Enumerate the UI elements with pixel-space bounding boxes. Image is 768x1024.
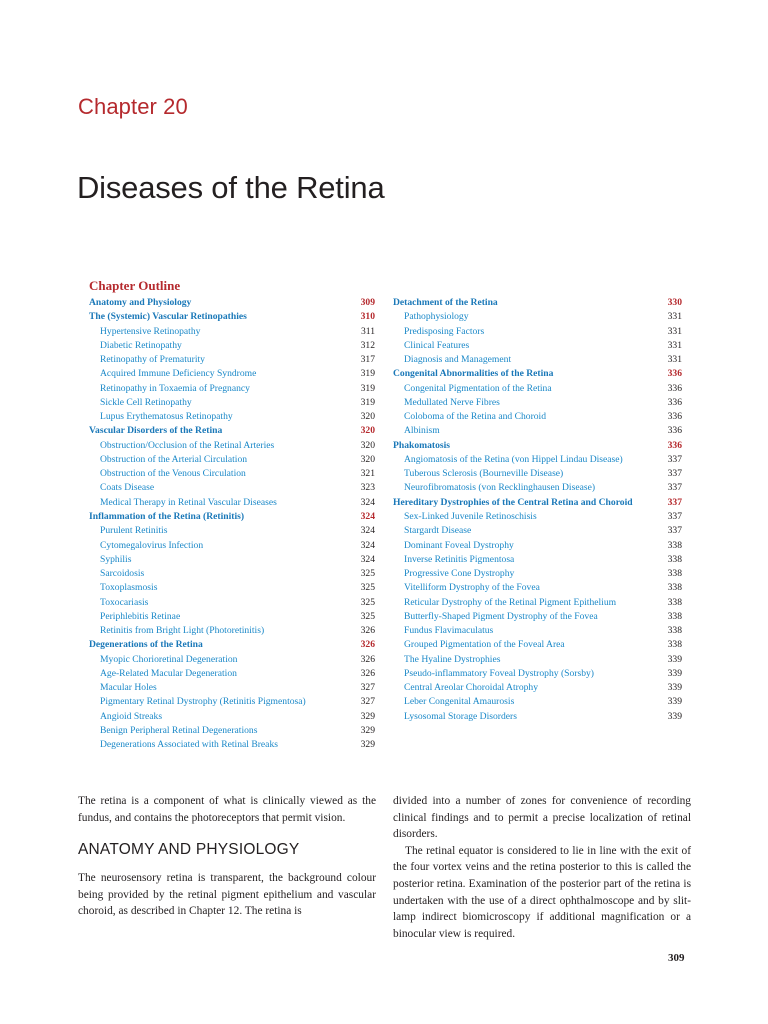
toc-entry-page: 329 <box>360 724 375 736</box>
chapter-title: Diseases of the Retina <box>77 170 385 205</box>
toc-entry[interactable] <box>393 410 682 424</box>
toc-entry-page: 339 <box>667 696 682 708</box>
toc-entry[interactable] <box>89 738 375 752</box>
toc-entry-page: 324 <box>360 553 375 565</box>
toc-entry[interactable] <box>393 681 682 695</box>
toc-entry[interactable] <box>393 339 682 353</box>
toc-entry-title[interactable]: Purulent Retinitis <box>100 525 168 537</box>
toc-entry-title[interactable]: Pseudo-inflammatory Foveal Dystrophy (Sorsby) <box>404 667 594 679</box>
toc-entry-title[interactable]: Hypertensive Retinopathy <box>100 325 201 337</box>
toc-entry[interactable] <box>393 710 682 724</box>
toc-entry-title[interactable]: Grouped Pigmentation of the Foveal Area <box>404 639 565 651</box>
toc-entry-title[interactable]: Leber Congenital Amaurosis <box>404 696 515 708</box>
toc-entry-title[interactable]: Angioid Streaks <box>100 710 163 722</box>
toc-entry[interactable] <box>89 724 375 738</box>
toc-entry-page: 327 <box>360 682 375 694</box>
toc-entry-page: 326 <box>360 667 375 679</box>
toc-entry[interactable] <box>89 567 375 581</box>
toc-entry-page: 326 <box>360 625 375 637</box>
toc-entry-title[interactable]: Coloboma of the Retina and Choroid <box>404 411 547 423</box>
toc-entry-page: 338 <box>667 553 682 565</box>
toc-entry-page: 329 <box>360 739 375 751</box>
toc-entry-page: 329 <box>360 710 375 722</box>
toc-entry-page: 338 <box>667 625 682 637</box>
toc-entry-page: 339 <box>667 710 682 722</box>
toc-entry-title[interactable]: Congenital Pigmentation of the Retina <box>404 382 552 394</box>
toc-entry-page: 336 <box>667 382 682 394</box>
toc-entry[interactable] <box>393 467 682 481</box>
toc-section-entry[interactable] <box>393 296 682 310</box>
toc-entry-title[interactable]: Obstruction of the Venous Circulation <box>100 468 246 480</box>
toc-entry-title[interactable]: Medical Therapy in Retinal Vascular Diseases <box>100 496 277 508</box>
intro-paragraph: The retina is a component of what is clinically viewed as the fundus, and contains the photoreceptors that permit vision. <box>78 795 376 824</box>
toc-entry-page: 327 <box>360 696 375 708</box>
toc-entry-title[interactable]: Pigmentary Retinal Dystrophy (Retinitis Pigmentosa) <box>100 696 306 708</box>
toc-entry[interactable] <box>393 353 682 367</box>
toc-entry-title[interactable]: Retinitis from Bright Light (Photoretinitis) <box>100 625 265 637</box>
toc-entry-title[interactable]: Anatomy and Physiology <box>89 297 192 308</box>
section-heading: ANATOMY AND PHYSIOLOGY <box>78 841 300 859</box>
toc-entry-title[interactable]: Myopic Chorioretinal Degeneration <box>100 653 238 665</box>
toc-entry-title[interactable]: Butterfly-Shaped Pigment Dystrophy of the Fovea <box>404 610 598 622</box>
toc-entry[interactable] <box>393 610 682 624</box>
toc-entry-title[interactable]: Lysosomal Storage Disorders <box>404 710 517 722</box>
toc-entry-page: 325 <box>360 568 375 580</box>
toc-entry[interactable] <box>393 695 682 709</box>
toc-entry-page: 337 <box>667 468 682 480</box>
toc-entry-page: 320 <box>360 439 375 451</box>
toc-entry-page: 324 <box>360 510 375 522</box>
toc-entry[interactable] <box>89 681 375 695</box>
toc-entry[interactable] <box>393 524 682 538</box>
toc-entry[interactable] <box>393 325 682 339</box>
toc-entry-page: 336 <box>667 425 682 437</box>
toc-entry-title[interactable]: Benign Peripheral Retinal Degenerations <box>100 724 258 736</box>
toc-entry-page: 331 <box>667 311 682 323</box>
toc-entry[interactable] <box>89 539 375 553</box>
toc-entry[interactable] <box>393 481 682 495</box>
toc-entry[interactable] <box>89 339 375 353</box>
toc-entry-page: 338 <box>667 539 682 551</box>
toc-entry[interactable] <box>393 553 682 567</box>
toc-entry-title[interactable]: Albinism <box>404 425 440 437</box>
toc-entry[interactable] <box>89 524 375 538</box>
toc-entry-title[interactable]: Fundus Flavimaculatus <box>404 625 494 637</box>
toc-section-entry[interactable] <box>89 510 375 524</box>
toc-entry-page: 331 <box>667 325 682 337</box>
toc-entry-page: 336 <box>667 411 682 423</box>
toc-entry-page: 339 <box>667 653 682 665</box>
page-number: 309 <box>668 952 685 964</box>
toc-entry[interactable] <box>89 481 375 495</box>
toc-entry-title[interactable]: Hereditary Dystrophies of the Central Retina and Choroid <box>393 496 633 508</box>
toc-entry-page: 310 <box>360 311 375 323</box>
toc-entry-title[interactable]: Predisposing Factors <box>404 325 485 337</box>
toc-entry-page: 336 <box>667 439 682 451</box>
toc-entry-page: 321 <box>360 468 375 480</box>
toc-section-entry[interactable] <box>89 310 375 324</box>
toc-entry-page: 319 <box>360 396 375 408</box>
toc-entry-title[interactable]: Retinopathy of Prematurity <box>100 354 205 366</box>
toc-entry-title[interactable]: Macular Holes <box>100 682 157 694</box>
toc-entry-title[interactable]: Inverse Retinitis Pigmentosa <box>404 553 515 565</box>
toc-entry-page: 339 <box>667 682 682 694</box>
toc-entry-page: 320 <box>360 411 375 423</box>
toc-entry-page: 324 <box>360 539 375 551</box>
toc-entry[interactable] <box>89 439 375 453</box>
toc-entry-page: 325 <box>360 596 375 608</box>
toc-section-entry[interactable] <box>89 638 375 652</box>
toc-section-entry[interactable] <box>89 296 375 310</box>
toc-entry-title[interactable]: Diagnosis and Management <box>404 354 512 366</box>
body-left-column <box>78 793 376 920</box>
toc-entry-page: 338 <box>667 582 682 594</box>
toc-entry-title[interactable]: Neurofibromatosis (von Recklinghausen Disease) <box>404 482 596 494</box>
toc-entry-title[interactable]: Vascular Disorders of the Retina <box>89 425 223 437</box>
toc-entry-title[interactable]: Pathophysiology <box>404 311 469 323</box>
toc-entry-title[interactable]: Diabetic Retinopathy <box>100 339 182 351</box>
body-paragraph: The retinal equator is considered to lie in line with the exit of the four vortex veins and the retina posterior to this is called the posterior retina. Examination of the posterior part of the retina is undertaken with the use of a direct ophthalmoscope and by slit-lamp indirect biomicroscopy if additional magnification or a binocular view is required. <box>393 844 691 940</box>
toc-entry-page: 337 <box>667 510 682 522</box>
toc-entry[interactable] <box>89 581 375 595</box>
toc-section-entry[interactable] <box>393 439 682 453</box>
toc-entry-page: 336 <box>667 368 682 380</box>
toc-entry[interactable] <box>393 624 682 638</box>
toc-entry-page: 309 <box>360 297 375 308</box>
toc-entry-title[interactable]: Tuberous Sclerosis (Bourneville Disease) <box>404 468 564 480</box>
body-paragraph: divided into a number of zones for convenience of recording clinical findings and to permit a precise localization of retinal disorders. <box>393 795 691 841</box>
toc-entry-page: 331 <box>667 354 682 366</box>
toc-entry-page: 338 <box>667 610 682 622</box>
toc-entry[interactable] <box>89 695 375 709</box>
toc-entry-title[interactable]: Obstruction of the Arterial Circulation <box>100 453 248 465</box>
toc-entry-page: 338 <box>667 568 682 580</box>
toc-entry-title[interactable]: Sickle Cell Retinopathy <box>100 396 192 408</box>
toc-entry-title[interactable]: Clinical Features <box>404 339 470 351</box>
toc-entry-page: 337 <box>667 496 682 508</box>
toc-section-entry[interactable] <box>393 496 682 510</box>
toc-entry-page: 319 <box>360 368 375 380</box>
toc-entry-title[interactable]: Coats Disease <box>100 482 155 494</box>
toc-entry-page: 324 <box>360 496 375 508</box>
toc-entry-page: 326 <box>360 639 375 651</box>
toc-entry[interactable] <box>393 638 682 652</box>
toc-entry-title[interactable]: Progressive Cone Dystrophy <box>404 568 515 580</box>
toc-entry[interactable] <box>393 667 682 681</box>
toc-section-entry[interactable] <box>89 424 375 438</box>
toc-entry[interactable] <box>89 382 375 396</box>
body-paragraph: The neurosensory retina is transparent, the background colour being provided by the retinal pigment epithelium and vascular choroid, as described in Chapter 12. The retina is <box>78 872 376 918</box>
toc-entry-title[interactable]: Sarcoidosis <box>100 568 145 580</box>
toc-entry-page: 325 <box>360 582 375 594</box>
toc-entry[interactable] <box>393 310 682 324</box>
toc-entry-page: 324 <box>360 525 375 537</box>
toc-entry[interactable] <box>89 410 375 424</box>
toc-entry-title[interactable]: Congenital Abnormalities of the Retina <box>393 368 554 380</box>
toc-entry-title[interactable]: Lupus Erythematosus Retinopathy <box>100 411 233 423</box>
chapter-label: Chapter 20 <box>78 94 188 119</box>
toc-entry-title[interactable]: Toxoplasmosis <box>100 582 158 594</box>
toc-entry[interactable] <box>393 653 682 667</box>
toc-entry[interactable] <box>393 453 682 467</box>
toc-entry-page: 323 <box>360 482 375 494</box>
chapter-outline-heading: Chapter Outline <box>89 278 181 293</box>
toc-entry-title[interactable]: Cytomegalovirus Infection <box>100 539 204 551</box>
toc-entry[interactable] <box>393 539 682 553</box>
toc-entry-page: 337 <box>667 453 682 465</box>
toc-entry[interactable] <box>89 367 375 381</box>
outline-left-column <box>89 296 375 753</box>
toc-entry-title[interactable]: Age-Related Macular Degeneration <box>100 667 237 679</box>
toc-entry-title[interactable]: Degenerations of the Retina <box>89 639 203 651</box>
toc-entry[interactable] <box>89 596 375 610</box>
toc-entry-page: 320 <box>360 425 375 437</box>
toc-entry[interactable] <box>89 653 375 667</box>
toc-entry-title[interactable]: Angiomatosis of the Retina (von Hippel Lindau Disease) <box>404 453 623 465</box>
toc-entry-page: 337 <box>667 482 682 494</box>
toc-entry-title[interactable]: Inflammation of the Retina (Retinitis) <box>89 510 245 522</box>
toc-entry-title[interactable]: Reticular Dystrophy of the Retinal Pigment Epithelium <box>404 596 617 608</box>
toc-entry[interactable] <box>89 496 375 510</box>
toc-entry-page: 311 <box>360 325 375 337</box>
toc-entry[interactable] <box>393 396 682 410</box>
toc-entry-title[interactable]: Medullated Nerve Fibres <box>404 396 500 408</box>
toc-entry[interactable] <box>89 453 375 467</box>
toc-entry-title[interactable]: Obstruction/Occlusion of the Retinal Arteries <box>100 439 275 451</box>
toc-entry-title[interactable]: Dominant Foveal Dystrophy <box>404 539 514 551</box>
toc-entry-page: 317 <box>360 354 375 366</box>
toc-entry-title[interactable]: Retinopathy in Toxaemia of Pregnancy <box>100 382 250 394</box>
toc-entry-title[interactable]: Central Areolar Choroidal Atrophy <box>404 682 539 694</box>
toc-entry-page: 320 <box>360 453 375 465</box>
toc-entry-title[interactable]: Acquired Immune Deficiency Syndrome <box>100 368 257 380</box>
toc-entry-title[interactable]: The Hyaline Dystrophies <box>404 653 501 665</box>
toc-entry[interactable] <box>393 510 682 524</box>
toc-entry-title[interactable]: Degenerations Associated with Retinal Breaks <box>100 739 278 751</box>
toc-entry-page: 325 <box>360 610 375 622</box>
toc-entry-title[interactable]: Sex-Linked Juvenile Retinoschisis <box>404 510 537 522</box>
toc-entry-page: 312 <box>360 339 375 351</box>
toc-entry[interactable] <box>393 424 682 438</box>
toc-entry-page: 338 <box>667 596 682 608</box>
toc-entry-title[interactable]: Syphilis <box>100 553 132 565</box>
toc-entry-title[interactable]: The (Systemic) Vascular Retinopathies <box>89 311 247 323</box>
toc-entry-title[interactable]: Stargardt Disease <box>404 525 472 537</box>
toc-entry[interactable] <box>89 467 375 481</box>
toc-entry[interactable] <box>89 396 375 410</box>
toc-entry[interactable] <box>89 667 375 681</box>
toc-entry-title[interactable]: Vitelliform Dystrophy of the Fovea <box>404 582 540 594</box>
toc-entry[interactable] <box>89 710 375 724</box>
toc-entry-page: 337 <box>667 525 682 537</box>
toc-entry-title[interactable]: Periphlebitis Retinae <box>100 610 181 622</box>
toc-entry-page: 339 <box>667 667 682 679</box>
toc-entry-page: 319 <box>360 382 375 394</box>
outline-right-column <box>393 296 682 724</box>
toc-entry[interactable] <box>393 596 682 610</box>
toc-entry-title[interactable]: Phakomatosis <box>393 439 451 451</box>
toc-entry-page: 336 <box>667 396 682 408</box>
toc-entry[interactable] <box>89 610 375 624</box>
body-right-column <box>393 793 691 942</box>
toc-entry[interactable] <box>89 325 375 339</box>
toc-entry[interactable] <box>393 567 682 581</box>
toc-entry-title[interactable]: Detachment of the Retina <box>393 297 498 308</box>
toc-entry[interactable] <box>393 581 682 595</box>
toc-entry-page: 331 <box>667 339 682 351</box>
toc-entry-page: 330 <box>667 297 682 308</box>
toc-entry-title[interactable]: Toxocariasis <box>100 596 149 608</box>
toc-section-entry[interactable] <box>393 367 682 381</box>
toc-entry[interactable] <box>89 553 375 567</box>
toc-entry[interactable] <box>89 624 375 638</box>
toc-entry[interactable] <box>393 382 682 396</box>
toc-entry[interactable] <box>89 353 375 367</box>
toc-entry-page: 338 <box>667 639 682 651</box>
toc-entry-page: 326 <box>360 653 375 665</box>
